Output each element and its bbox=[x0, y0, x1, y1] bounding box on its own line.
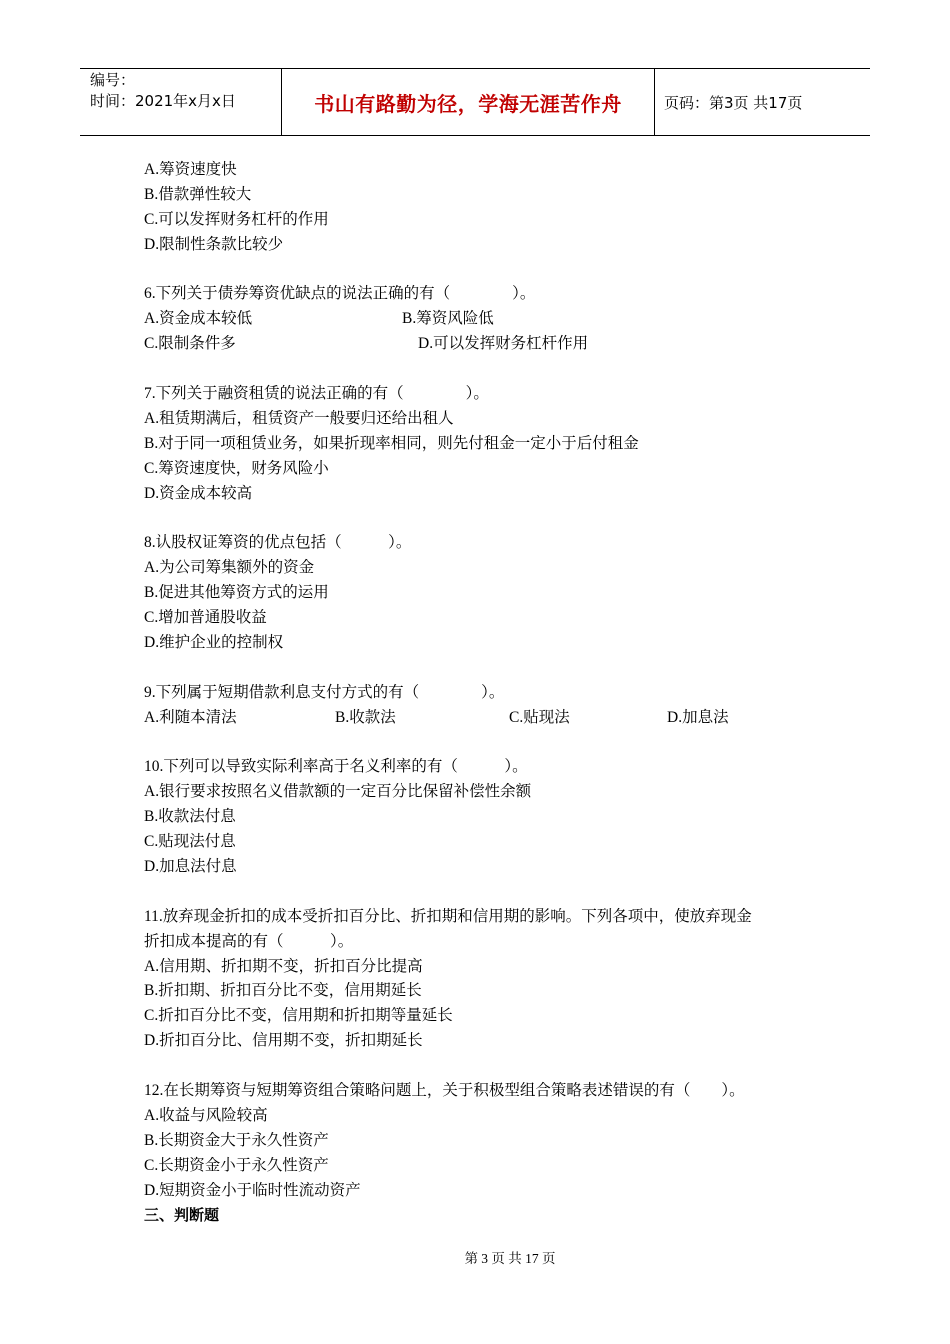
q9-stem: 9.下列属于短期借款利息支付方式的有（ ）。 bbox=[144, 683, 505, 701]
q9-option-c: C.贴现法 bbox=[509, 708, 570, 726]
q6-option-c: C.限制条件多 bbox=[144, 335, 236, 353]
q9-option-d: D.加息法 bbox=[667, 708, 729, 726]
q8-option-a: A.为公司筹集额外的资金 bbox=[144, 559, 315, 577]
q5-option-c: C.可以发挥财务杠杆的作用 bbox=[144, 210, 329, 228]
page-footer bbox=[0, 1247, 950, 1267]
q9-option-b: B.收款法 bbox=[335, 708, 396, 726]
q11-option-b: B.折扣期、折扣百分比不变，信用期延长 bbox=[144, 982, 422, 1000]
q10-option-d: D.加息法付息 bbox=[144, 857, 237, 875]
header-page-info: 页码：第3页 共17页 bbox=[664, 93, 803, 112]
q6-options-row2 bbox=[144, 332, 824, 357]
q5-option-d: D.限制性条款比较少 bbox=[144, 235, 284, 253]
document-body bbox=[144, 158, 824, 1228]
q5-option-a: A.筹资速度快 bbox=[144, 161, 237, 178]
q10-stem: 10.下列可以导致实际利率高于名义利率的有（ ）。 bbox=[144, 758, 528, 776]
q8-option-b: B.促进其他筹资方式的运用 bbox=[144, 584, 329, 602]
header-number-label: 编号： bbox=[90, 71, 136, 89]
q7-stem: 7.下列关于融资租赁的说法正确的有（ ）。 bbox=[144, 385, 489, 403]
q12-option-d: D.短期资金小于临时性流动资产 bbox=[144, 1181, 361, 1199]
q11-option-a: A.信用期、折扣期不变，折扣百分比提高 bbox=[144, 957, 423, 975]
q7-option-a: A.租赁期满后，租赁资产一般要归还给出租人 bbox=[144, 409, 454, 427]
q10-option-b: B.收款法付息 bbox=[144, 808, 236, 826]
q12-option-b: B.长期资金大于永久性资产 bbox=[144, 1131, 329, 1149]
q6-stem: 6.下列关于债券筹资优缺点的说法正确的有（ ）。 bbox=[144, 285, 536, 303]
q9-option-a: A.利随本清法 bbox=[144, 708, 237, 726]
q7-option-b: B.对于同一项租赁业务，如果折现率相同，则先付租金一定小于后付租金 bbox=[144, 434, 639, 452]
q8-option-c: C.增加普通股收益 bbox=[144, 609, 267, 627]
q12-option-a: A.收益与风险较高 bbox=[144, 1106, 268, 1124]
page-header bbox=[80, 68, 870, 136]
q6-option-d: D.可以发挥财务杠杆作用 bbox=[418, 335, 589, 353]
q11-option-d: D.折扣百分比、信用期不变，折扣期延长 bbox=[144, 1032, 423, 1050]
section-heading: 三、判断题 bbox=[144, 1206, 220, 1225]
q10-option-c: C.贴现法付息 bbox=[144, 833, 236, 851]
q8-option-d: D.维护企业的控制权 bbox=[144, 633, 284, 651]
header-time-label: 时间：2021年x月x日 bbox=[90, 92, 236, 110]
q7-option-d: D.资金成本较高 bbox=[144, 484, 253, 502]
q7-option-c: C.筹资速度快，财务风险小 bbox=[144, 459, 329, 477]
q11-stem-line1: 11.放弃现金折扣的成本受折扣百分比、折扣期和信用期的影响。下列各项中，使放弃现金 bbox=[144, 907, 752, 925]
q5-option-b: B.借款弹性较大 bbox=[144, 185, 252, 203]
q6-option-a: A.资金成本较低 bbox=[144, 310, 253, 328]
q8-stem: 8.认股权证筹资的优点包括（ ）。 bbox=[144, 534, 412, 552]
q12-option-c: C.长期资金小于永久性资产 bbox=[144, 1156, 329, 1174]
header-motto: 书山有路勤为径，学海无涯苦作舟 bbox=[314, 91, 622, 116]
header-left-cell bbox=[90, 70, 236, 112]
footer-page-number: 第 3 页 共 17 页 bbox=[464, 1251, 556, 1266]
header-divider-right bbox=[654, 68, 655, 136]
q6-options-row1 bbox=[144, 307, 824, 332]
q12-stem: 12.在长期筹资与短期筹资组合策略问题上，关于积极型组合策略表述错误的有（ ）。 bbox=[144, 1081, 745, 1099]
q9-options-row bbox=[144, 706, 824, 731]
q11-stem-line2: 折扣成本提高的有（ ）。 bbox=[144, 932, 354, 950]
q10-option-a: A.银行要求按照名义借款额的一定百分比保留补偿性余额 bbox=[144, 783, 532, 801]
q6-option-b: B.筹资风险低 bbox=[402, 310, 494, 328]
q11-option-c: C.折扣百分比不变，信用期和折扣期等量延长 bbox=[144, 1007, 453, 1025]
